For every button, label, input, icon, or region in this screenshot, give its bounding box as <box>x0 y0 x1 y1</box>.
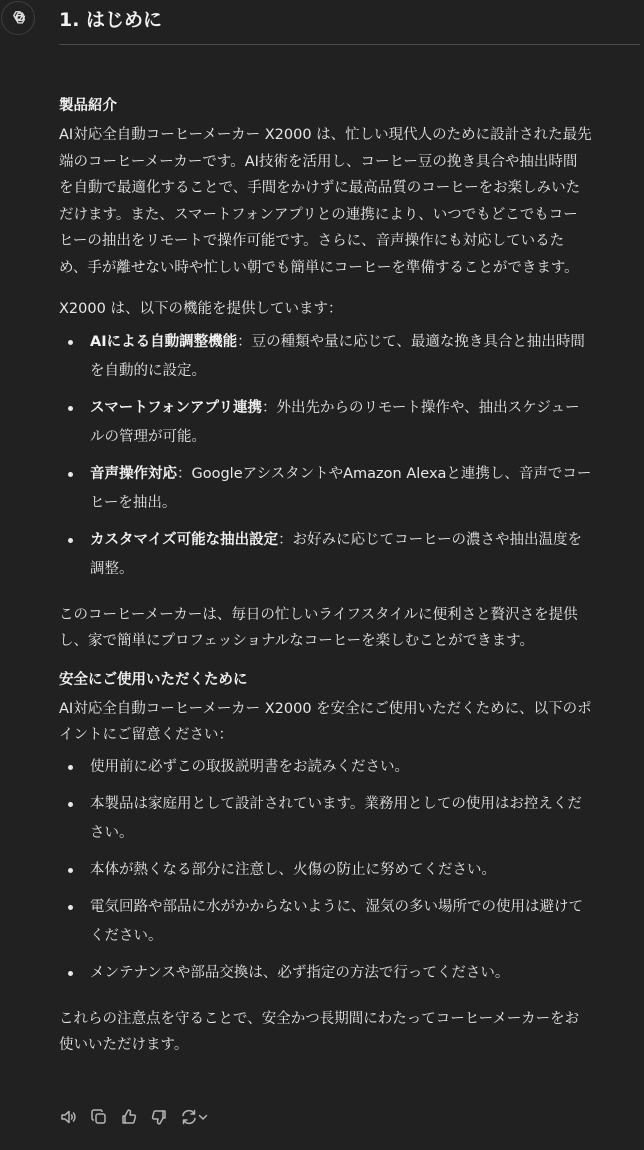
openai-logo-icon <box>8 8 28 28</box>
bad-response-button[interactable] <box>148 1104 170 1130</box>
regenerate-button[interactable] <box>178 1104 210 1130</box>
read-aloud-button[interactable] <box>58 1104 80 1130</box>
thumbs-up-icon <box>120 1108 138 1126</box>
product-intro-paragraph: AI対応全自動コーヒーメーカー X2000 は、忙しい現代人のために設計された最先 端のコーヒーメーカーです。AI技術を活用し、コーヒー豆の挽き具合や抽出時間 を自動で最適化することで、手間をかけずに最高品質のコーヒーをお楽しみいた だけます。また、スマートフォンアプリとの連携により、いつでもどこでもコー ヒーの抽出をリモートで操作可能です。さらに、音声操作にも対応しているた め、手が離せない時や忙しい朝でも簡単にコーヒーを準備することができます。 <box>59 127 592 276</box>
features-intro: X2000 は、以下の機能を提供しています： <box>59 301 343 317</box>
good-response-button[interactable] <box>118 1104 140 1130</box>
assistant-message <box>59 0 640 1059</box>
chevron-down-icon <box>198 1108 208 1126</box>
list-item: 本体が熱くなる部分に注意し、火傷の防止に努めてください。 <box>59 856 640 885</box>
section-heading: 1. はじめに <box>59 9 163 31</box>
safety-title: 安全にご使用いただくために <box>59 671 248 688</box>
list-item: 本製品は家庭用として設計されています。業務用としての使用はお控えくだ さい。 <box>59 790 640 848</box>
copy-icon <box>90 1108 108 1126</box>
safety-closing-paragraph: これらの注意点を守ることで、安全かつ長期間にわたってコーヒーメーカーをお 使いいただけます。 <box>59 1010 580 1053</box>
list-item: スマートフォンアプリ連携：外出先からのリモート操作や、抽出スケジュー ルの管理が可能。 <box>59 394 640 452</box>
safety-list <box>59 753 640 988</box>
assistant-avatar <box>1 1 35 35</box>
list-item: 音声操作対応：GoogleアシスタントやAmazon Alexaと連携し、音声でコー ヒーを抽出。 <box>59 460 640 518</box>
list-item: AIによる自動調整機能：豆の種類や量に応じて、最適な挽き具合と抽出時間 を自動的に設定。 <box>59 328 640 386</box>
speaker-icon <box>60 1108 78 1126</box>
copy-button[interactable] <box>88 1104 110 1130</box>
regenerate-icon <box>180 1108 198 1126</box>
product-closing-paragraph: このコーヒーメーカーは、毎日の忙しいライフスタイルに便利さと贅沢さを提供 し、家で簡単にプロフェッショナルなコーヒーを楽しむことができます。 <box>59 606 578 649</box>
list-item: カスタマイズ可能な抽出設定：お好みに応じてコーヒーの濃さや抽出温度を 調整。 <box>59 526 640 584</box>
list-item: メンテナンスや部品交換は、必ず指定の方法で行ってください。 <box>59 959 640 988</box>
message-actions <box>58 1104 210 1130</box>
features-list <box>59 328 640 584</box>
thumbs-down-icon <box>150 1108 168 1126</box>
safety-intro-paragraph: AI対応全自動コーヒーメーカー X2000 を安全にご使用いただくために、以下のポ イントにご留意ください： <box>59 700 592 743</box>
product-intro-title: 製品紹介 <box>59 98 117 114</box>
list-item: 使用前に必ずこの取扱説明書をお読みください。 <box>59 753 640 782</box>
list-item: 電気回路や部品に水がかからないように、湿気の多い場所での使用は避けて ください。 <box>59 893 640 951</box>
